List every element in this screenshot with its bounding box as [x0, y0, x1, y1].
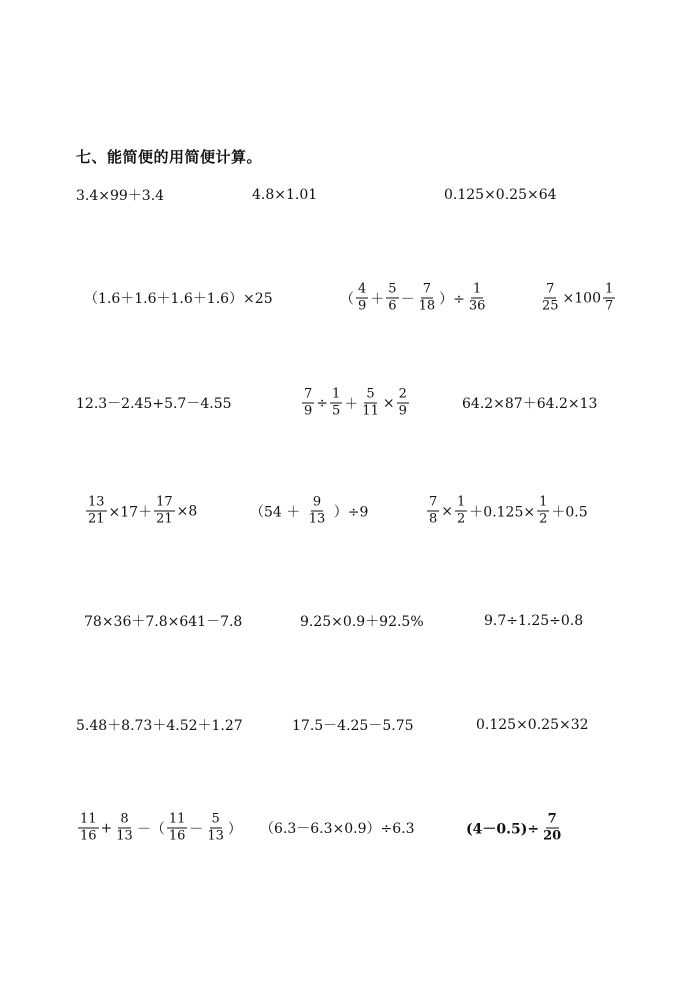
fraction-denominator: 18	[418, 298, 436, 314]
expression-text: ）÷9	[329, 504, 369, 520]
expression-text: ×	[441, 503, 454, 519]
fraction-denominator: 5	[332, 403, 341, 419]
fraction-denominator: 9	[304, 403, 313, 419]
fraction	[427, 496, 439, 527]
expression-text: ×100	[562, 290, 601, 306]
problem-5-1	[84, 611, 242, 631]
fraction-numerator: 5	[366, 386, 375, 402]
fraction-denominator: 9	[398, 403, 407, 419]
fraction	[154, 496, 175, 527]
fraction-numerator: 1	[539, 494, 548, 510]
fraction-numerator: 1	[457, 494, 466, 510]
fraction-denominator: 8	[429, 511, 438, 527]
problem-2-3	[538, 283, 617, 314]
expression-text: ×17＋	[108, 504, 153, 520]
problem-1-1	[76, 185, 164, 205]
problem-5-2	[300, 611, 424, 631]
problem-4-3	[425, 496, 588, 527]
expression-text: 0.125×0.25×64	[444, 187, 557, 203]
problem-4-1	[84, 496, 197, 527]
fraction	[537, 496, 549, 527]
expression-text: 12.3－2.45+5.7－4.55	[76, 396, 232, 412]
problem-7-2	[260, 818, 415, 838]
expression-text: 9.7÷1.25÷0.8	[484, 613, 584, 629]
problem-1-3	[444, 187, 557, 203]
fraction-numerator: 7	[304, 386, 313, 402]
fraction-numerator: 1	[332, 386, 341, 402]
fraction-numerator: 7	[546, 281, 555, 297]
problem-6-3	[476, 717, 589, 733]
problem-2-1	[84, 288, 273, 308]
fraction	[302, 388, 314, 419]
fraction-denominator: 13	[308, 511, 326, 527]
expression-text: （6.3－6.3×0.9）÷6.3	[260, 821, 415, 837]
fraction-denominator: 20	[543, 828, 562, 844]
problem-3-2	[300, 388, 411, 419]
expression-text: ＋0.5	[551, 504, 588, 520]
fraction	[455, 496, 467, 527]
fraction	[114, 813, 135, 844]
problem-3-1	[76, 393, 232, 413]
expression-text: 0.125×0.25×32	[476, 717, 589, 733]
problem-4-2	[250, 496, 368, 527]
fraction-denominator: 2	[539, 511, 548, 527]
fraction-denominator: 6	[388, 298, 397, 314]
fraction-numerator: 17	[156, 494, 173, 510]
fraction-denominator: 7	[605, 298, 614, 314]
fraction	[307, 496, 328, 527]
expression-text: －	[189, 821, 204, 837]
fraction-numerator: 2	[398, 386, 407, 402]
fraction-denominator: 21	[88, 511, 105, 527]
fraction-denominator: 16	[168, 828, 186, 844]
fraction-numerator: 5	[211, 811, 220, 827]
fraction	[467, 283, 488, 314]
fraction	[540, 283, 561, 314]
problem-6-1	[76, 715, 243, 735]
fraction-denominator: 16	[80, 828, 97, 844]
fraction	[78, 813, 99, 844]
problem-3-3	[462, 393, 597, 413]
fraction	[330, 388, 342, 419]
fraction	[167, 813, 188, 844]
fraction-denominator: 9	[358, 298, 367, 314]
fraction	[386, 283, 398, 314]
expression-text: ＋0.125×	[469, 504, 536, 520]
fraction	[205, 813, 226, 844]
expression-text: －（	[136, 821, 165, 837]
fraction	[397, 388, 409, 419]
fraction-numerator: 13	[88, 494, 105, 510]
expression-text: （1.6＋1.6＋1.6＋1.6）×25	[84, 291, 273, 307]
fraction-numerator: 1	[605, 281, 614, 297]
expression-text: 78×36＋7.8×641－7.8	[84, 614, 243, 630]
expression-text: ×8	[176, 503, 198, 519]
expression-text: ×	[382, 395, 395, 411]
fraction-numerator: 7	[547, 811, 557, 827]
expression-text: （	[340, 291, 354, 307]
expression-text: ＋	[344, 396, 359, 412]
fraction	[360, 388, 381, 419]
fraction	[86, 496, 107, 527]
expression-text: ）÷	[439, 291, 465, 307]
fraction-denominator: 25	[542, 298, 559, 314]
expression-text: （54 ＋	[250, 504, 305, 520]
expression-text: ＋	[370, 291, 385, 307]
fraction-denominator: 2	[457, 511, 466, 527]
fraction-numerator: 4	[358, 281, 367, 297]
expression-text: (4－0.5)÷	[466, 821, 540, 837]
expression-text: +	[100, 820, 113, 836]
fraction-denominator: 21	[156, 511, 173, 527]
expression-text: 3.4×99＋3.4	[76, 188, 165, 204]
fraction-numerator: 7	[429, 494, 438, 510]
fraction-denominator: 11	[362, 403, 379, 419]
expression-text: ÷	[316, 395, 329, 411]
expression-text: 5.48＋8.73＋4.52＋1.27	[76, 718, 243, 734]
fraction-numerator: 1	[472, 281, 482, 297]
expression-text: 4.8×1.01	[252, 187, 318, 203]
fraction-numerator: 11	[168, 811, 186, 827]
fraction-denominator: 13	[116, 828, 133, 844]
fraction-denominator: 13	[207, 828, 224, 844]
problem-7-3	[466, 813, 565, 844]
fraction-numerator: 7	[422, 281, 431, 297]
problem-5-3	[484, 613, 583, 629]
expression-text: 64.2×87＋64.2×13	[462, 396, 598, 412]
problem-2-2	[340, 283, 489, 314]
expression-text: ）	[227, 821, 242, 837]
section-heading: 七、能简便的用简便计算。	[76, 148, 263, 166]
problem-6-2	[292, 715, 414, 735]
fraction-numerator: 8	[120, 811, 129, 827]
problem-1-2	[252, 187, 317, 203]
fraction-numerator: 9	[312, 494, 322, 510]
fraction	[541, 813, 563, 844]
fraction-numerator: 5	[388, 281, 397, 297]
expression-text: 9.25×0.9＋92.5%	[300, 614, 424, 630]
fraction-numerator: 11	[80, 811, 97, 827]
problem-7-1	[76, 813, 242, 844]
expression-text: 17.5－4.25－5.75	[292, 718, 414, 734]
fraction-denominator: 36	[468, 298, 486, 314]
fraction	[417, 283, 438, 314]
fraction	[603, 283, 615, 314]
fraction	[356, 283, 368, 314]
expression-text: －	[400, 291, 415, 307]
